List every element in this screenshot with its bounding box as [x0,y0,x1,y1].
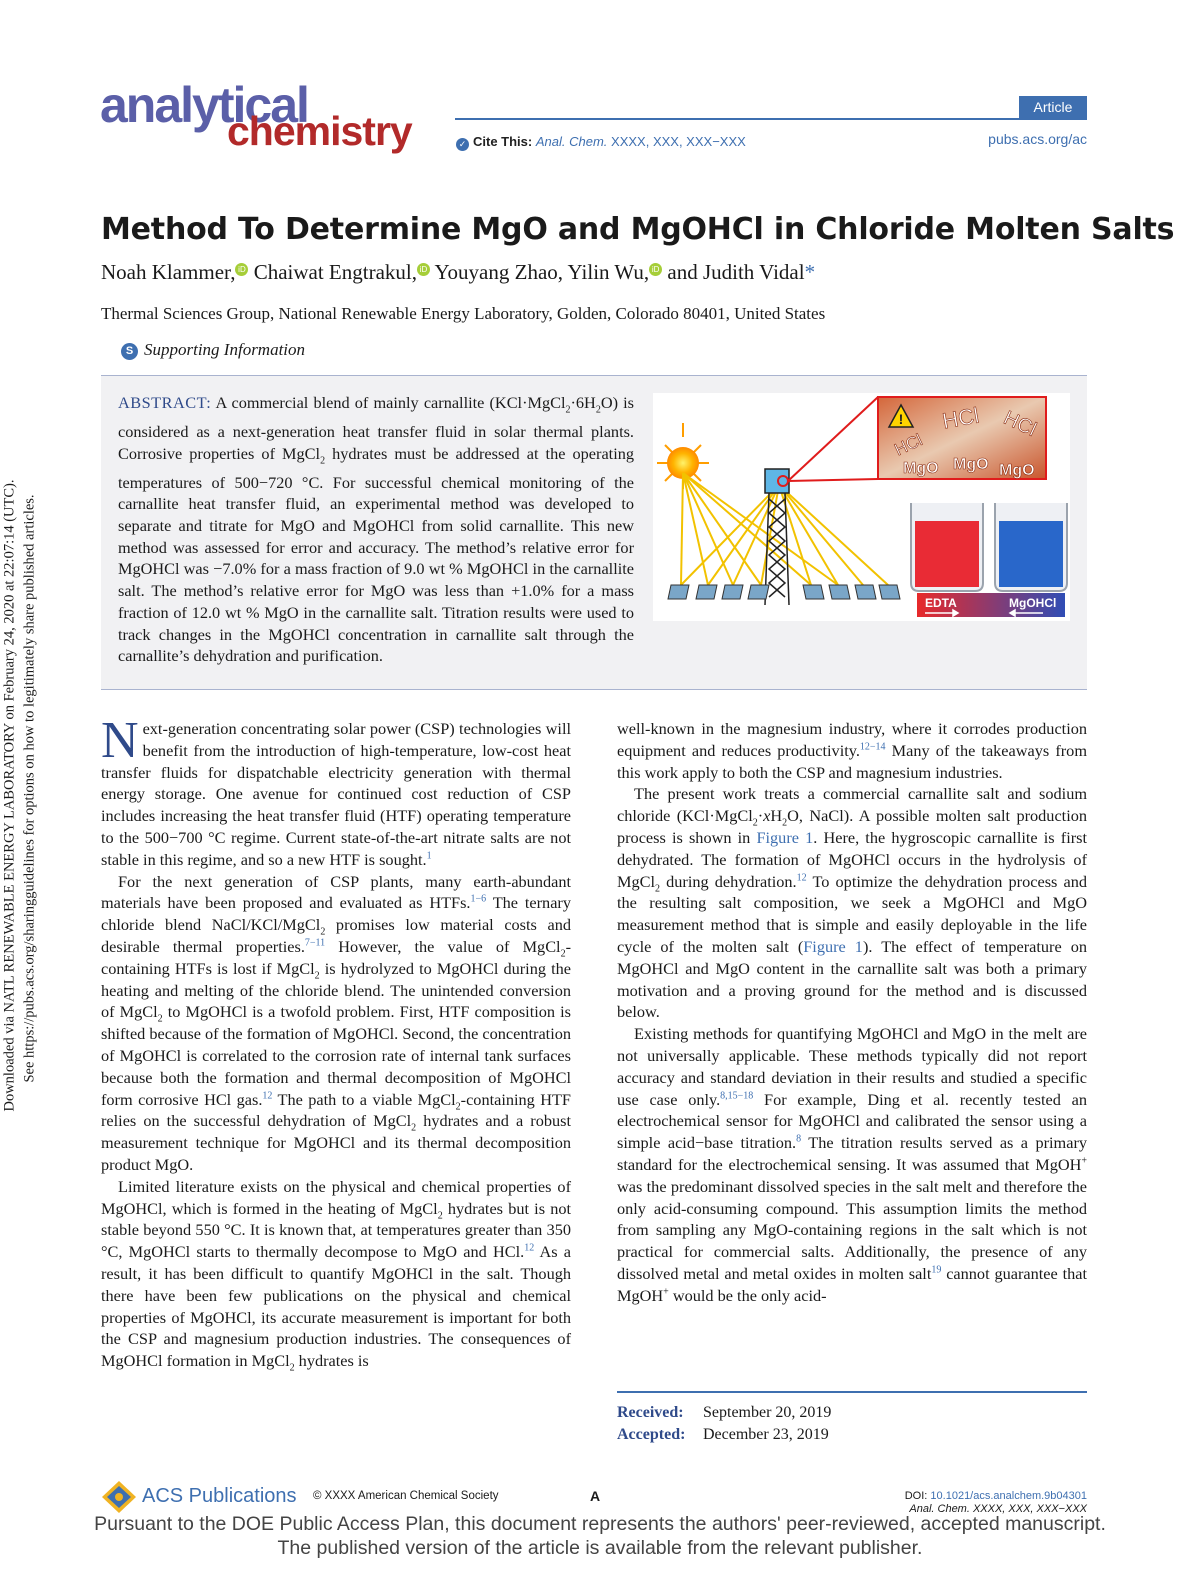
acs-hexagon-icon [100,1480,138,1514]
corresponding-asterisk[interactable]: * [804,260,816,284]
accepted-label: Accepted: [617,1426,686,1443]
journal-reference: Anal. Chem. XXXX, XXX, XXX−XXX [909,1503,1087,1515]
author-name: Noah Klammer, [101,260,236,284]
drop-cap: N [101,712,139,769]
article-title: Method To Determine MgO and MgOHCl in Chloride Molten Salts [101,212,1175,247]
orcid-icon[interactable]: iD [235,263,248,276]
toc-graphic[interactable] [653,393,1070,621]
download-notice: Downloaded via NATL RENEWABLE ENERGY LABORATORY on February 24, 2020 at 22:07:14 (UTC). [1,479,18,1112]
blue-beaker-icon [995,503,1067,591]
toc-label-hcl: HCl [1000,406,1040,442]
supporting-info-icon: S [121,343,138,360]
doi-link[interactable]: 10.1021/acs.analchem.9b04301 [930,1490,1087,1502]
author-name: Yilin Wu, [567,260,650,284]
toc-label-mgo: MgO [903,460,939,477]
header-rule [455,118,1087,120]
doi-label: DOI: [904,1490,928,1502]
author-name: Chaiwat Engtrakul, [253,260,417,284]
orcid-icon[interactable]: iD [649,263,662,276]
affiliation: Thermal Sciences Group, National Renewable Energy Laboratory, Golden, Colorado 80401, United States [101,304,826,323]
dates-rule [617,1391,1087,1393]
logo-word-analytical: analytical [100,77,308,133]
paragraph: The present work treats a commercial carnallite salt and sodium chloride ($KCl\cdot MgCl_2\cdot xH_2O$, NaCl). A possible molten salt production process is shown in Figure 1. Here, the hygroscopic carnallite is first dehydrated. The formation of MgOHCl occurs in the hydrolysis of MgCl$_2$ during dehydration.$^{12}$ To optimize the dehydration process and the resulting salt composition, we seek a MgOHCl and MgO measurement method that is simple and easily deployable in the life cycle of the molten salt (Figure 1). The effect of temperature on MgOHCl and MgO content in the carnallite salt was both a primary motivation and a proving ground for the method and is discussed below. [617,784,1088,1022]
page-number: A [590,1488,601,1504]
check-icon: ✓ [456,138,469,151]
paragraph: Next-generation concentrating solar power (CSP) technologies will benefit from the introduction of high-temperature, low-cost heat transfer fluids for dispatchable electricity generation with thermal energy storage. One avenue for continued cost reduction of CSP includes increasing the heat transfer fluid (HTF) operating temperature to the 500−700 °C regime. Current state-of-the-art nitrate salts are not stable in this regime, and so a new HTF is sought.$^1$ [101,712,571,869]
cite-volume: XXXX, XXX, XXX−XXX [611,134,746,149]
author-list [101,260,815,285]
notice-line: The published version of the article is available from the relevant publisher. [277,1537,923,1559]
abstract-text: ABSTRACT: A commercial blend of mainly carnallite $(KCl\cdot MgCl_2\cdot 6H_2O)$ is considered as a next-generation heat transfer fluid in solar thermal plants. Corrosive properties of MgCl$_2$ hydrates must be addressed at the operating temperatures of 500−720 °C. For successful chemical monitoring of the carnallite heat transfer fluid, an experimental method was developed to separate and titrate for MgO and MgOHCl from solid carnallite. This new method was assessed for error and accuracy. The method’s relative error for MgOHCl was −7.0% for a mass fraction of 9.0 wt % MgOHCl in the carnallite salt. The method’s relative error for MgO was less than +1.0% for a mass fraction of 12.0 wt % MgO in the carnallite salt. Titration results were used to track changes in the MgOHCl concentration in carnallite salt through the carnallite’s dehydration and purification. [118,393,634,666]
publisher-name: ACS Publications [142,1485,297,1507]
svg-text:!: ! [898,411,904,427]
red-beaker-icon [911,503,983,591]
journal-url[interactable]: pubs.acs.org/ac [988,131,1087,147]
journal-logo[interactable] [100,77,440,155]
body-column-left [101,712,572,1374]
supporting-info-link[interactable] [121,340,305,360]
sharing-guidelines: See https://pubs.acs.org/sharingguidelines for options on how to legitimately share published articles. [21,494,38,1083]
toc-label-mgohcl: MgOHCl [1009,596,1057,610]
article-type-badge: Article [1019,96,1087,118]
logo-word-chemistry: chemistry [227,108,412,154]
paragraph: well-known in the magnesium industry, where it corrodes production equipment and reduces productivity.$^{12-14}$ Many of the takeaways from this work apply to both the CSP and magnesium industries. [617,719,1087,782]
abstract-label: ABSTRACT: [118,393,212,412]
copyright: © XXXX American Chemical Society [313,1490,499,1502]
received-date: September 20, 2019 [703,1404,832,1421]
cite-this[interactable] [456,134,746,151]
cite-label: Cite This: [473,134,533,149]
paragraph: Existing methods for quantifying MgOHCl and MgO in the melt are not universally applicable. These methods typically did not report accuracy and standard deviation in their results and studied a specific use case only.$^{8,15-18}$ For example, Ding et al. recently tested an electrochemical sensor for MgOHCl and calibrated the sensor using a simple acid−base titration.$^8$ The titration results served as a primary standard for the electrochemical sensing. It was assumed that MgOH+ was the predominant dissolved species in the salt melt and therefore the only acid-consuming compound. This assumption limits the method from sampling any MgO-containing regions in the salt which is not practical for commercial salts. Additionally, the presence of any dissolved metal and metal oxides in molten salt$^{19}$ cannot guarantee that MgOH+ would be the only acid- [617,1024,1088,1305]
paragraph: For the next generation of CSP plants, many earth-abundant materials have been proposed and evaluated as HTFs.$^{1-6}$ The ternary chloride blend NaCl/KCl/MgCl$_2$ promises low material costs and desirable thermal properties.$^{7-11}$ However, the value of MgCl$_2$-containing HTFs is lost if MgCl$_2$ is hydrolyzed to MgOHCl during the heating and melting of the chloride blend. The unintended conversion of MgCl$_2$ to MgOHCl is a twofold problem. First, HTF composition is shifted because of the formation of MgOHCl. Second, the concentration of MgOHCl is correlated to the corrosion rate of internal tank surfaces because both the formation and thermal decomposition of MgOHCl form corrosive HCl gas.$^{12}$ The path to a viable MgCl$_2$-containing HTF relies on the successful dehydration of MgCl$_2$ hydrates and a robust measurement technique for MgOHCl and its thermal decomposition product MgO. [101,871,572,1174]
cite-journal: Anal. Chem. [535,134,608,149]
zoom-lines [788,397,878,481]
supporting-info-label: Supporting Information [144,340,306,359]
toc-label-mgo: MgO [999,462,1035,479]
toc-label-hcl: HCl [891,430,926,460]
toc-label-edta: EDTA [925,596,957,610]
author-name: and Judith Vidal [667,260,805,284]
toc-label-mgo: MgO [953,456,989,473]
toc-label-hcl: HCl [940,402,981,434]
paragraph: Limited literature exists on the physical and chemical properties of MgOHCl, which is formed in the heating of MgCl$_2$ hydrates but is not stable beyond 550 °C. It is known that, at temperatures greater than 350 °C, MgOHCl starts to thermally decompose to MgO and HCl.$^{12}$ As a result, it has been difficult to quantify MgOHCl in the salt. Though there have been few publications on the physical and chemical properties of MgOHCl, its accurate measurement is important for both the CSP and magnesium production industries. The consequences of MgOHCl formation in MgCl$_2$ hydrates is [101,1176,572,1374]
public-access-notice [0,1512,1200,1560]
body-column-right [617,718,1087,1307]
notice-line: Pursuant to the DOE Public Access Plan, this document represents the authors' peer-reviewed, accepted manuscript. [94,1513,1106,1535]
orcid-icon[interactable]: iD [417,263,430,276]
accepted-date: December 23, 2019 [703,1426,829,1443]
publication-dates [617,1402,831,1446]
author-name: Youyang Zhao, [434,260,564,284]
received-label: Received: [617,1404,684,1421]
